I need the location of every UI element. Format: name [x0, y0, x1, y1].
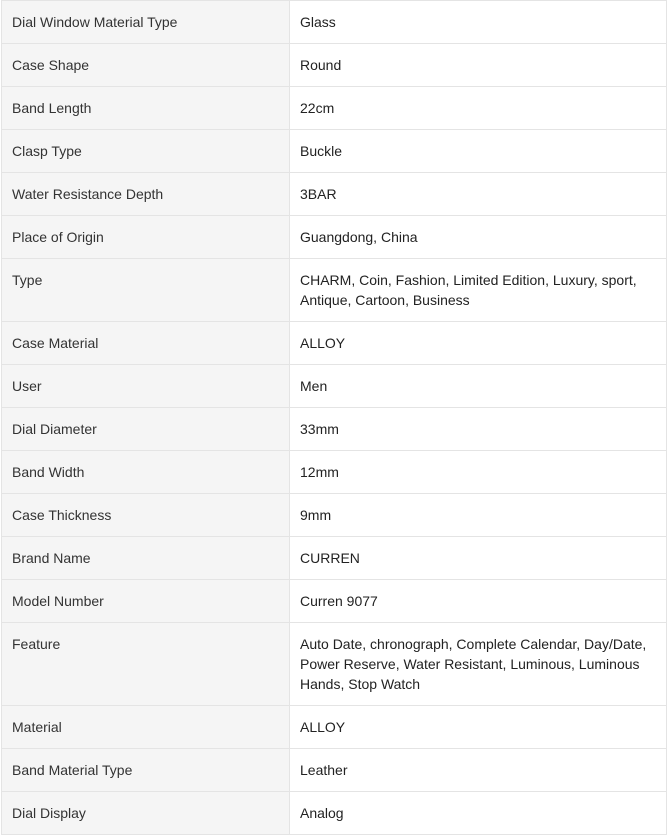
spec-key: Feature [2, 623, 290, 706]
spec-value: Leather [290, 749, 667, 792]
spec-key: Type [2, 259, 290, 322]
spec-value: ALLOY [290, 706, 667, 749]
spec-key: Dial Display [2, 792, 290, 835]
spec-value: 9mm [290, 494, 667, 537]
spec-value: Curren 9077 [290, 580, 667, 623]
spec-value: Round [290, 44, 667, 87]
spec-key: Dial Diameter [2, 408, 290, 451]
spec-value: ALLOY [290, 322, 667, 365]
spec-value: CHARM, Coin, Fashion, Limited Edition, Luxury, sport, Antique, Cartoon, Business [290, 259, 667, 322]
spec-row [2, 749, 667, 792]
spec-value: Guangdong, China [290, 216, 667, 259]
spec-key: Brand Name [2, 537, 290, 580]
spec-value: 3BAR [290, 173, 667, 216]
spec-row [2, 537, 667, 580]
spec-value: 33mm [290, 408, 667, 451]
spec-key: Dial Window Material Type [2, 1, 290, 44]
spec-row [2, 580, 667, 623]
spec-key: Place of Origin [2, 216, 290, 259]
spec-key: Case Material [2, 322, 290, 365]
spec-value: Analog [290, 792, 667, 835]
spec-row [2, 623, 667, 706]
spec-row [2, 1, 667, 44]
spec-key: Band Material Type [2, 749, 290, 792]
spec-value: Buckle [290, 130, 667, 173]
product-spec-table [1, 0, 667, 835]
spec-row [2, 706, 667, 749]
spec-key: User [2, 365, 290, 408]
spec-value: CURREN [290, 537, 667, 580]
spec-row [2, 259, 667, 322]
spec-value: Glass [290, 1, 667, 44]
spec-key: Water Resistance Depth [2, 173, 290, 216]
spec-key: Band Length [2, 87, 290, 130]
spec-value: Men [290, 365, 667, 408]
spec-row [2, 451, 667, 494]
spec-row [2, 44, 667, 87]
spec-key: Case Thickness [2, 494, 290, 537]
spec-row [2, 792, 667, 835]
spec-row [2, 365, 667, 408]
spec-key: Material [2, 706, 290, 749]
spec-key: Case Shape [2, 44, 290, 87]
spec-value: 22cm [290, 87, 667, 130]
spec-key: Model Number [2, 580, 290, 623]
spec-key: Band Width [2, 451, 290, 494]
spec-row [2, 130, 667, 173]
spec-row [2, 408, 667, 451]
spec-key: Clasp Type [2, 130, 290, 173]
spec-row [2, 216, 667, 259]
spec-value: Auto Date, chronograph, Complete Calendar, Day/Date, Power Reserve, Water Resistant, Luminous, Luminous Hands, Stop Watch [290, 623, 667, 706]
spec-row [2, 494, 667, 537]
spec-value: 12mm [290, 451, 667, 494]
spec-row [2, 173, 667, 216]
spec-row [2, 87, 667, 130]
spec-row [2, 322, 667, 365]
